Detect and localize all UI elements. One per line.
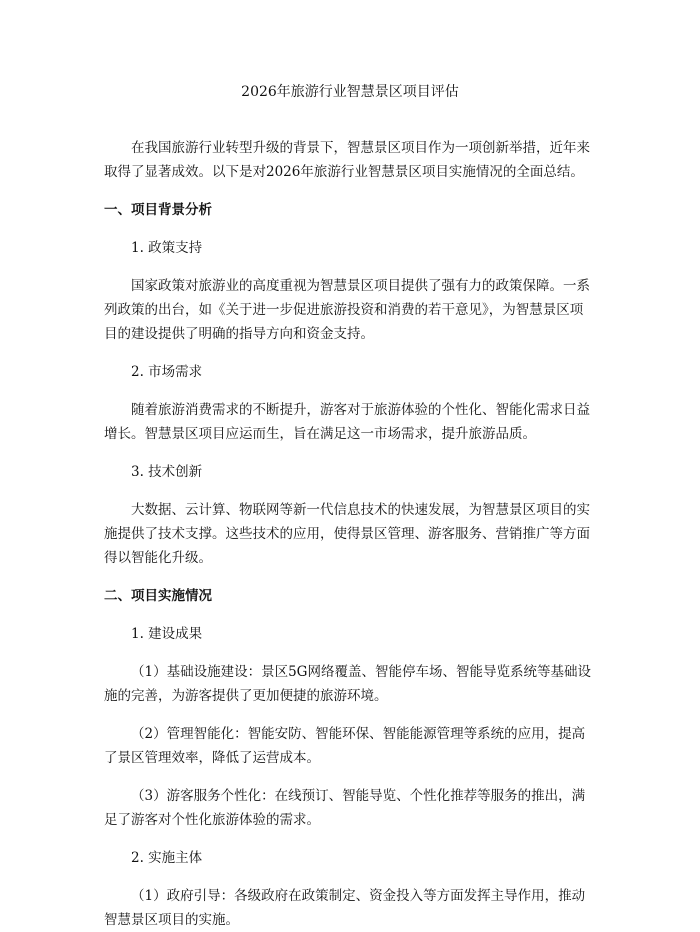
implementing-entity-heading: 2. 实施主体 <box>131 850 203 866</box>
section-2-heading: 二、项目实施情况 <box>104 588 212 604</box>
intro-paragraph: 在我国旅游行业转型升级的背景下，智慧景区项目作为一项创新举措，近年来取得了显著成效。以下是对2026年旅游行业智慧景区项目实施情况的全面总结。 <box>104 140 590 180</box>
government-guidance-item: （1）政府引导：各级政府在政策制定、资金投入等方面发挥主导作用，推动智慧景区项目的实施。 <box>104 888 586 928</box>
document-title: 2026年旅游行业智慧景区项目评估 <box>241 84 459 100</box>
tech-innovation-paragraph: 大数据、云计算、物联网等新一代信息技术的快速发展，为智慧景区项目的实施提供了技术支撑。这些技术的应用，使得景区管理、游客服务、营销推广等方面得以智能化升级。 <box>104 502 590 566</box>
tech-innovation-heading: 3. 技术创新 <box>131 464 203 480</box>
policy-support-heading: 1. 政策支持 <box>131 240 203 256</box>
construction-results-heading: 1. 建设成果 <box>131 626 203 642</box>
infrastructure-item: （1）基础设施建设：景区5G网络覆盖、智能停车场、智能导览系统等基础设施的完善，为游客提供了更加便捷的旅游环境。 <box>104 664 591 704</box>
visitor-service-item: （3）游客服务个性化：在线预订、智能导览、个性化推荐等服务的推出，满足了游客对个性化旅游体验的需求。 <box>104 788 586 828</box>
management-item: （2）管理智能化：智能安防、智能环保、智能能源管理等系统的应用，提高了景区管理效率，降低了运营成本。 <box>104 726 586 766</box>
market-demand-paragraph: 随着旅游消费需求的不断提升，游客对于旅游体验的个性化、智能化需求日益增长。智慧景区项目应运而生，旨在满足这一市场需求，提升旅游品质。 <box>104 402 590 442</box>
market-demand-heading: 2. 市场需求 <box>131 364 203 380</box>
section-1-heading: 一、项目背景分析 <box>104 202 212 218</box>
policy-support-paragraph: 国家政策对旅游业的高度重视为智慧景区项目提供了强有力的政策保障。一系列政策的出台，如《关于进一步促进旅游投资和消费的若干意见》，为智慧景区项目的建设提供了明确的指导方向和资金支持。 <box>104 278 590 342</box>
